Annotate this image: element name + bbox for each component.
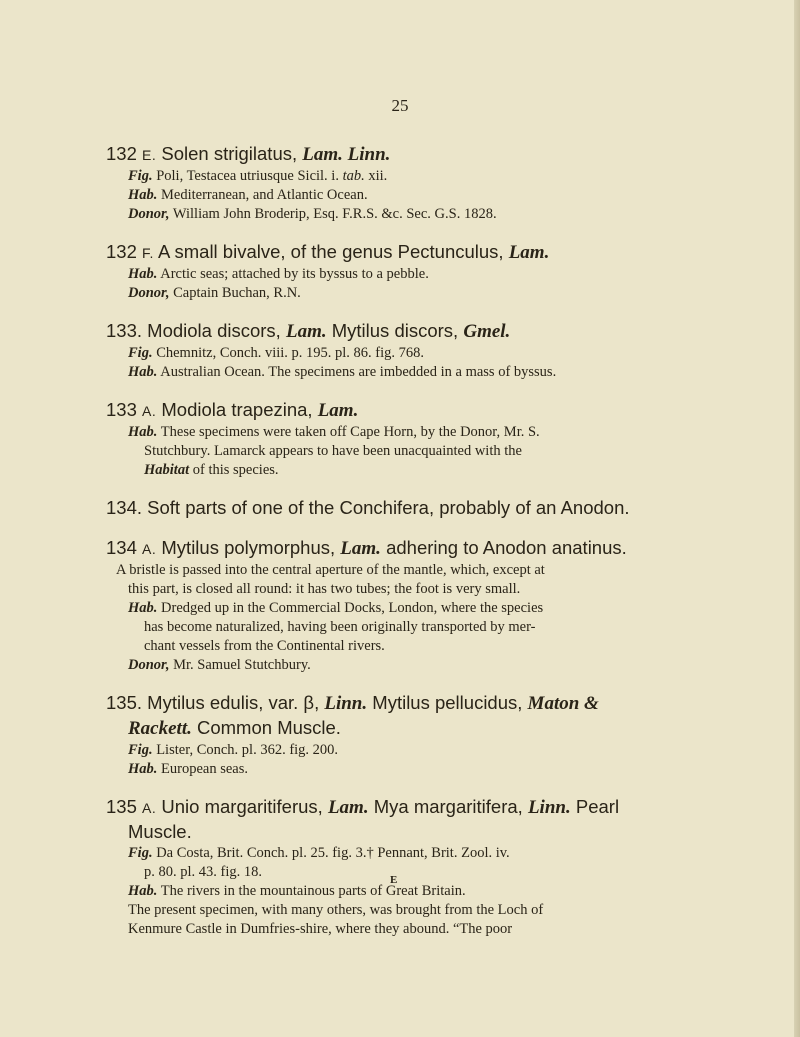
entry-135: 135. Mytilus edulis, var. β, Linn. Mytilus pellucidus, Maton & Rackett. Common Muscle. Fig. Lister, Conch. pl. 362. fig. 200. Hab. European seas. bbox=[106, 691, 698, 779]
entry-line: Fig. Chemnitz, Conch. viii. p. 195. pl. 86. fig. 768. bbox=[128, 345, 425, 361]
entry-135a: 135 A. Unio margaritiferus, Lam. Mya margaritifera, Linn. Pearl Muscle. Fig. Da Costa, Brit. Conch. pl. 25. fig. 3.† Pennant, Brit. Zool. iv. p. 80. pl. 43. fig. 18. Hab. The rivers in the mountainous parts of Great Britain. The present specimen, with many others, was brought from the Loch of Kenmure Castle in Dumfries-shire, where they abound. “The poor bbox=[106, 795, 698, 939]
entry-line: chant vessels from the Continental rivers. bbox=[144, 638, 385, 654]
entry-line: Hab. Arctic seas; attached by its byssus to a pebble. bbox=[128, 266, 429, 282]
entry-line: Fig. Lister, Conch. pl. 362. fig. 200. bbox=[128, 742, 339, 758]
entry-134: 134. Soft parts of one of the Conchifera, probably of an Anodon. bbox=[106, 497, 630, 518]
signature-mark: E bbox=[390, 874, 398, 886]
entry-line: Fig. Poli, Testacea utriusque Sicil. i. tab. xii. bbox=[128, 168, 388, 184]
entry-line: Hab. Australian Ocean. The specimens are imbedded in a mass of byssus. bbox=[128, 364, 557, 380]
page-number: 25 bbox=[391, 96, 409, 115]
entry-line: Fig. Da Costa, Brit. Conch. pl. 25. fig. 3.† Pennant, Brit. Zool. iv. bbox=[128, 845, 510, 861]
entry-line: Hab. These specimens were taken off Cape Horn, by the Donor, Mr. S. bbox=[128, 424, 540, 440]
entry-line: Donor, William John Broderip, Esq. F.R.S. &c. Sec. G.S. 1828. bbox=[128, 206, 497, 222]
entry-line: Donor, Mr. Samuel Stutchbury. bbox=[128, 657, 311, 673]
catalogue-entries bbox=[106, 142, 698, 955]
entry-132e: 132 E. Solen strigilatus, Lam. Linn. Fig. Poli, Testacea utriusque Sicil. i. tab. xii. Hab. Mediterranean, and Atlantic Ocean. Donor, William John Broderip, Esq. F.R.S. &c. Sec. G.S. 1828. bbox=[106, 142, 698, 224]
entry-132f: 132 F. A small bivalve, of the genus Pectunculus, Lam. Hab. Arctic seas; attached by its byssus to a pebble. Donor, Captain Buchan, R.N. bbox=[106, 240, 698, 303]
entry-line: Habitat of this species. bbox=[144, 462, 279, 478]
entry-line: p. 80. pl. 43. fig. 18. bbox=[144, 864, 263, 880]
entry-line: Hab. European seas. bbox=[128, 761, 248, 777]
entry-line: has become naturalized, having been originally transported by mer- bbox=[144, 619, 536, 635]
entry-line: Hab. The rivers in the mountainous parts of Great Britain. bbox=[128, 883, 466, 899]
entry-134a: 134 A. Mytilus polymorphus, Lam. adhering to Anodon anatinus. A bristle is passed into the central aperture of the mantle, which, except at this part, is closed all round: it has two tubes; the foot is very small. Hab. Dredged up in the Commercial Docks, London, where the species has become naturalized, having been originally transported by mer- chant vessels from the Continental rivers. Donor, Mr. Samuel Stutchbury. bbox=[106, 536, 698, 675]
entry-line: A bristle is passed into the central aperture of the mantle, which, except at bbox=[116, 562, 545, 578]
entry-133: 133. Modiola discors, Lam. Mytilus discors, Gmel. Fig. Chemnitz, Conch. viii. p. 195. pl. 86. fig. 768. Hab. Australian Ocean. The specimens are imbedded in a mass of byssus. bbox=[106, 319, 698, 382]
entry-133a: 133 A. Modiola trapezina, Lam. Hab. These specimens were taken off Cape Horn, by the Donor, Mr. S. Stutchbury. Lamarck appears to have been unacquainted with the Habitat of this species. bbox=[106, 398, 698, 480]
entry-line: Stutchbury. Lamarck appears to have been unacquainted with the bbox=[144, 443, 522, 459]
entry-line: The present specimen, with many others, was brought from the Loch of bbox=[128, 902, 544, 918]
entry-line: Hab. Dredged up in the Commercial Docks, London, where the species bbox=[128, 600, 544, 616]
entry-line: this part, is closed all round: it has two tubes; the foot is very small. bbox=[128, 581, 521, 597]
entry-line: Kenmure Castle in Dumfries-shire, where they abound. “The poor bbox=[128, 921, 513, 937]
entry-line: Donor, Captain Buchan, R.N. bbox=[128, 285, 301, 301]
page-edge bbox=[794, 0, 800, 1037]
entry-line: Hab. Mediterranean, and Atlantic Ocean. bbox=[128, 187, 368, 203]
